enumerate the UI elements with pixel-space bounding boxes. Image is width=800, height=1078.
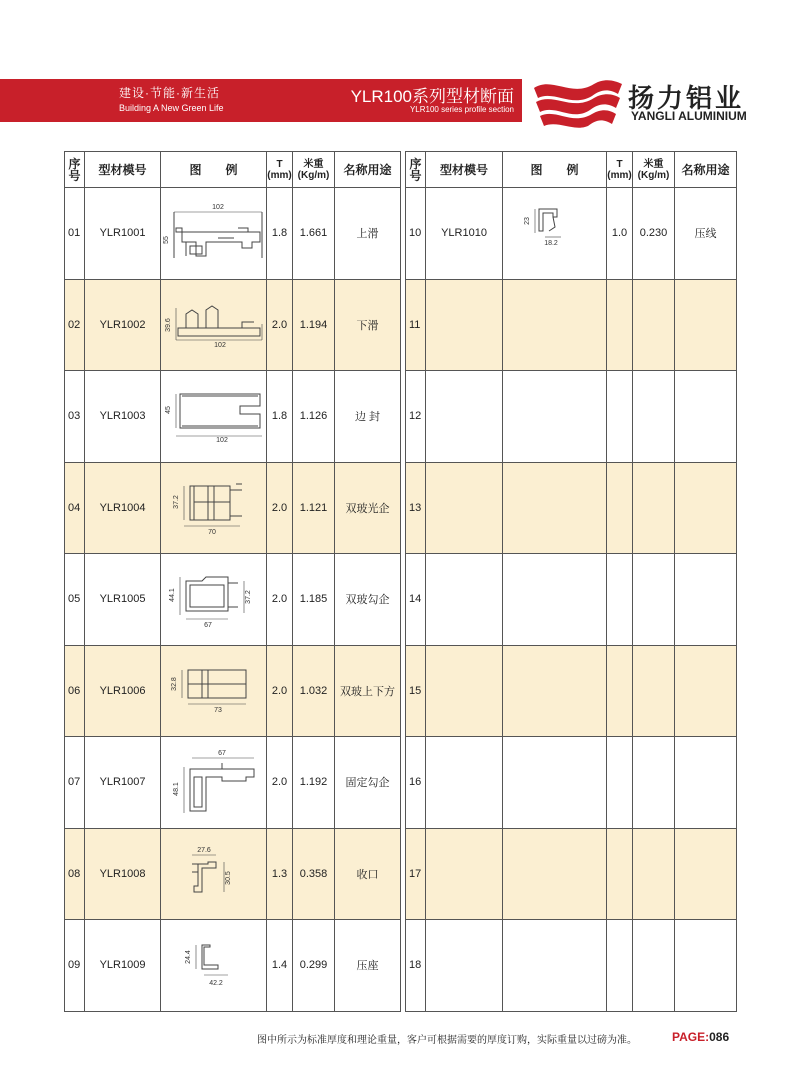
row-figure (161, 737, 267, 829)
row-weight: 0.230 (633, 188, 675, 280)
row-no: 13 (406, 462, 426, 554)
svg-text:102: 102 (213, 341, 226, 349)
page-number: PAGE:086 (672, 1030, 730, 1044)
svg-text:48.1: 48.1 (172, 782, 180, 797)
svg-text:45: 45 (164, 406, 172, 415)
table-row (65, 828, 401, 920)
row-usage: 压线 (675, 188, 737, 280)
row-figure (503, 188, 607, 280)
row-model (426, 920, 503, 1012)
row-t: 1.4 (267, 920, 293, 1012)
table-row (65, 554, 401, 646)
row-figure (161, 188, 267, 280)
row-weight (633, 462, 675, 554)
row-model (426, 462, 503, 554)
row-no: 09 (65, 920, 85, 1012)
header-model: 型材模号 (426, 152, 503, 188)
row-figure (503, 462, 607, 554)
row-weight (633, 279, 675, 371)
row-t: 1.8 (267, 188, 293, 280)
row-model: YLR1010 (426, 188, 503, 280)
row-no: 07 (65, 737, 85, 829)
profile-drawing-icon (162, 666, 266, 716)
row-weight (633, 828, 675, 920)
row-t: 1.0 (607, 188, 633, 280)
row-usage: 固定勾企 (335, 737, 401, 829)
row-usage: 收口 (335, 828, 401, 920)
profile-drawing-icon (162, 747, 266, 817)
row-t: 2.0 (267, 737, 293, 829)
brand-name-cn: 扬力铝业 (628, 83, 745, 113)
row-usage: 上滑 (335, 188, 401, 280)
row-weight (633, 371, 675, 463)
row-model (426, 645, 503, 737)
row-usage (675, 645, 737, 737)
row-no: 17 (406, 828, 426, 920)
svg-text:32.8: 32.8 (170, 676, 178, 691)
row-usage (675, 737, 737, 829)
svg-text:67: 67 (203, 622, 212, 630)
header-weight: 米重 (Kg/m) (633, 152, 675, 188)
page-title: YLR100系列型材断面 (350, 87, 514, 106)
row-no: 10 (406, 188, 426, 280)
row-figure (161, 371, 267, 463)
row-usage: 压座 (335, 920, 401, 1012)
row-model: YLR1005 (85, 554, 161, 646)
row-no: 03 (65, 371, 85, 463)
profile-drawing-icon (162, 300, 266, 350)
row-usage (675, 828, 737, 920)
row-figure (161, 279, 267, 371)
row-t (607, 279, 633, 371)
row-no: 18 (406, 920, 426, 1012)
footer-note: 图中所示为标准厚度和理论重量，客户可根据需要的厚度订购，实际重量以过磅为准。 (257, 1035, 637, 1046)
svg-text:102: 102 (215, 437, 228, 445)
row-model: YLR1009 (85, 920, 161, 1012)
row-figure (503, 371, 607, 463)
row-t (607, 920, 633, 1012)
row-t (607, 737, 633, 829)
row-usage (675, 920, 737, 1012)
header-figure: 图 例 (503, 152, 607, 188)
row-model: YLR1007 (85, 737, 161, 829)
table-row (65, 188, 401, 280)
row-weight (633, 554, 675, 646)
header-weight: 米重 (Kg/m) (293, 152, 335, 188)
header-t: T (mm) (607, 152, 633, 188)
row-t: 2.0 (267, 279, 293, 371)
page-label: PAGE: (672, 1030, 710, 1044)
row-no: 06 (65, 645, 85, 737)
row-no: 12 (406, 371, 426, 463)
profile-drawing-icon (162, 480, 266, 536)
row-figure (161, 828, 267, 920)
row-figure (161, 645, 267, 737)
table-row (406, 920, 737, 1012)
row-t: 2.0 (267, 554, 293, 646)
row-figure (161, 462, 267, 554)
row-weight: 1.194 (293, 279, 335, 371)
row-model: YLR1001 (85, 188, 161, 280)
row-usage: 下滑 (335, 279, 401, 371)
header-banner (0, 79, 522, 122)
table-row (406, 462, 737, 554)
row-figure (503, 645, 607, 737)
row-no: 05 (65, 554, 85, 646)
svg-text:23: 23 (524, 217, 531, 226)
row-weight: 1.185 (293, 554, 335, 646)
svg-text:27.6: 27.6 (196, 846, 211, 854)
row-figure (503, 554, 607, 646)
row-no: 08 (65, 828, 85, 920)
row-usage: 双玻上下方 (335, 645, 401, 737)
row-model (426, 828, 503, 920)
row-weight (633, 645, 675, 737)
table-row (65, 737, 401, 829)
header-no: 序号 (65, 152, 85, 188)
tagline: 建设·节能·新生活 (119, 86, 220, 100)
row-usage (675, 554, 737, 646)
svg-text:24.4: 24.4 (184, 950, 192, 965)
row-no: 04 (65, 462, 85, 554)
svg-text:55: 55 (162, 236, 170, 245)
tagline-en: Building A New Green Life (119, 103, 224, 113)
row-t (607, 554, 633, 646)
row-figure (161, 920, 267, 1012)
row-no: 14 (406, 554, 426, 646)
row-t: 1.8 (267, 371, 293, 463)
row-figure (503, 920, 607, 1012)
svg-text:73: 73 (213, 706, 222, 714)
row-model: YLR1003 (85, 371, 161, 463)
table-row (65, 645, 401, 737)
svg-text:37.2: 37.2 (172, 494, 180, 509)
row-t (607, 462, 633, 554)
table-row (65, 462, 401, 554)
row-model (426, 371, 503, 463)
row-t: 2.0 (267, 645, 293, 737)
row-no: 16 (406, 737, 426, 829)
header-t: T (mm) (267, 152, 293, 188)
row-figure (161, 554, 267, 646)
header-no: 序号 (406, 152, 426, 188)
row-t: 2.0 (267, 462, 293, 554)
svg-text:30.5: 30.5 (224, 870, 232, 885)
row-weight: 0.358 (293, 828, 335, 920)
row-weight: 1.121 (293, 462, 335, 554)
profile-drawing-icon (162, 388, 266, 444)
row-model: YLR1008 (85, 828, 161, 920)
row-model (426, 737, 503, 829)
table-row (65, 279, 401, 371)
row-t (607, 645, 633, 737)
profile-drawing-icon (162, 567, 266, 631)
row-t (607, 828, 633, 920)
row-no: 02 (65, 279, 85, 371)
row-usage (675, 371, 737, 463)
row-no: 01 (65, 188, 85, 280)
svg-text:70: 70 (207, 528, 216, 536)
profile-table-left (64, 151, 401, 1012)
row-t (607, 371, 633, 463)
svg-text:39.6: 39.6 (164, 317, 172, 332)
table-row (406, 554, 737, 646)
header-model: 型材模号 (85, 152, 161, 188)
table-row (406, 371, 737, 463)
table-row (406, 645, 737, 737)
row-weight: 1.192 (293, 737, 335, 829)
profile-drawing-icon (162, 844, 266, 904)
row-figure (503, 828, 607, 920)
row-weight: 0.299 (293, 920, 335, 1012)
flag-logo-icon (532, 76, 624, 130)
row-weight: 1.032 (293, 645, 335, 737)
svg-text:67: 67 (217, 750, 226, 758)
table-row (406, 737, 737, 829)
header-usage: 名称用途 (335, 152, 401, 188)
header-usage: 名称用途 (675, 152, 737, 188)
row-no: 15 (406, 645, 426, 737)
row-usage (675, 462, 737, 554)
row-model (426, 279, 503, 371)
row-t: 1.3 (267, 828, 293, 920)
row-figure (503, 279, 607, 371)
row-usage: 双玻勾企 (335, 554, 401, 646)
row-usage: 双玻光企 (335, 462, 401, 554)
brand-logo (532, 76, 792, 130)
svg-text:42.2: 42.2 (208, 980, 223, 988)
table-row (65, 920, 401, 1012)
brand-name-en: YANGLI ALUMINIUM (631, 109, 747, 123)
header-figure: 图 例 (161, 152, 267, 188)
svg-text:102: 102 (211, 204, 224, 212)
row-model (426, 554, 503, 646)
profile-drawing-icon (162, 198, 266, 268)
row-model: YLR1004 (85, 462, 161, 554)
row-no: 11 (406, 279, 426, 371)
row-usage: 边 封 (335, 371, 401, 463)
svg-text:37.2: 37.2 (244, 590, 252, 605)
table-row (406, 188, 737, 280)
table-row (65, 371, 401, 463)
table-row (406, 279, 737, 371)
row-model: YLR1002 (85, 279, 161, 371)
row-weight: 1.661 (293, 188, 335, 280)
row-figure (503, 737, 607, 829)
page-subtitle: YLR100 series profile section (409, 105, 514, 114)
row-weight (633, 737, 675, 829)
row-usage (675, 279, 737, 371)
row-weight (633, 920, 675, 1012)
profile-table-right (405, 151, 737, 1012)
row-model: YLR1006 (85, 645, 161, 737)
profile-drawing-icon (503, 203, 607, 263)
profile-drawing-icon (162, 939, 266, 991)
svg-text:44.1: 44.1 (168, 588, 176, 603)
svg-text:18.2: 18.2 (544, 240, 558, 248)
row-weight: 1.126 (293, 371, 335, 463)
table-row (406, 828, 737, 920)
